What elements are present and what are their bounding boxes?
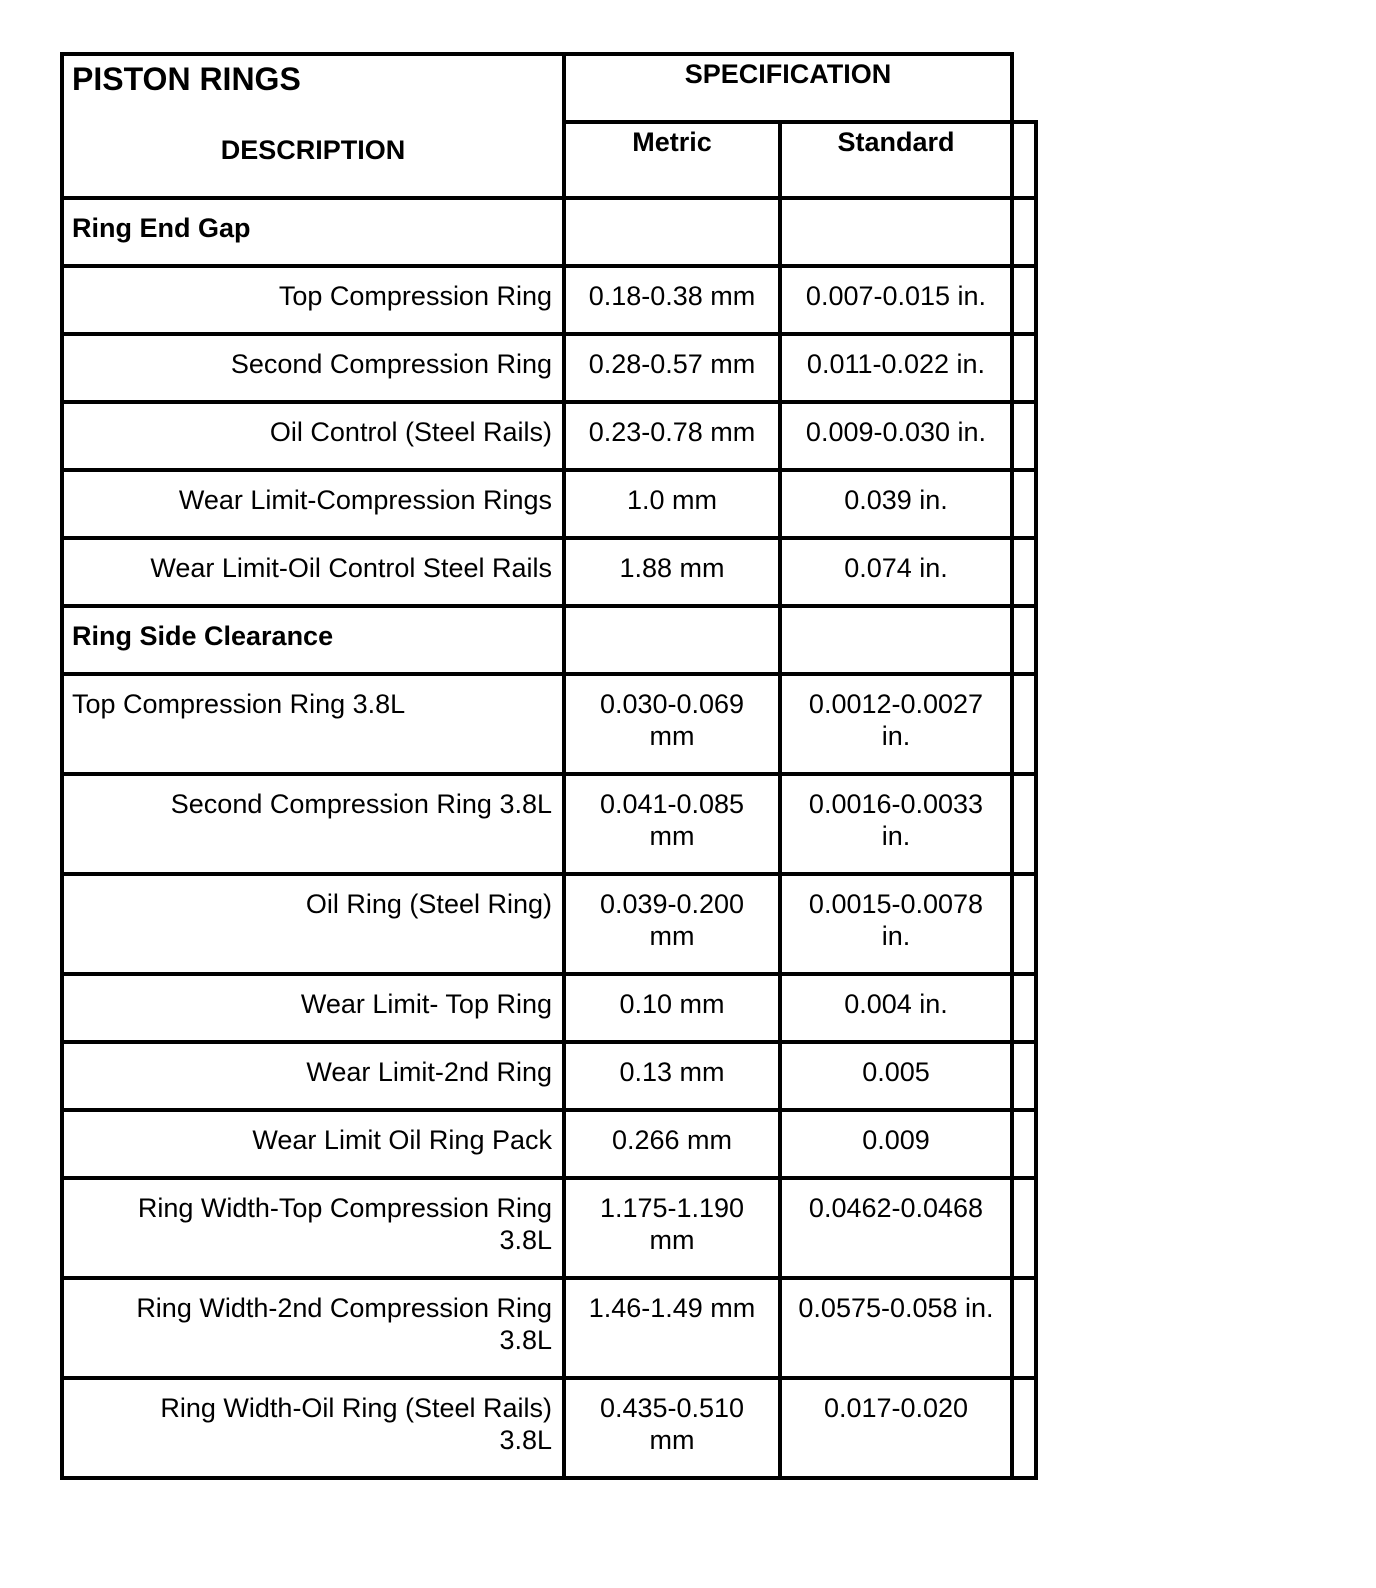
table-rule: [60, 872, 1038, 876]
row-metric-value: 1.88 mm: [619, 553, 725, 583]
table-rule: [1010, 52, 1014, 1480]
table-rule: [60, 264, 1038, 268]
description-header: DESCRIPTION: [220, 135, 406, 165]
row-metric-value: 0.18-0.38 mm: [588, 281, 756, 311]
row-standard-value: 0.017-0.020: [823, 1393, 969, 1423]
row-description: Ring Side Clearance: [72, 621, 334, 651]
row-standard-value: 0.004 in.: [844, 989, 948, 1019]
row-standard-value: 0.0015-0.0078 in.: [808, 889, 984, 951]
row-description: Top Compression Ring 3.8L: [72, 689, 406, 719]
row-standard-value: 0.005: [862, 1057, 930, 1087]
table-rule: [60, 972, 1038, 976]
row-description: Wear Limit Oil Ring Pack: [252, 1125, 552, 1155]
standard-header: Standard: [837, 127, 955, 157]
row-description: Top Compression Ring: [278, 281, 552, 311]
row-description: Wear Limit-Compression Rings: [178, 485, 552, 515]
row-standard-value: 0.009-0.030 in.: [805, 417, 987, 447]
table-rule: [60, 52, 64, 1480]
row-metric-value: 0.10 mm: [619, 989, 725, 1019]
row-metric-value: 0.13 mm: [619, 1057, 725, 1087]
row-description: Wear Limit- Top Ring: [300, 989, 552, 1019]
table-title: PISTON RINGS: [72, 61, 301, 97]
metric-header: Metric: [632, 127, 712, 157]
row-description: Wear Limit-Oil Control Steel Rails: [150, 553, 552, 583]
table-rule: [562, 120, 1038, 124]
row-metric-value: 1.0 mm: [626, 485, 718, 515]
table-rule: [60, 400, 1038, 404]
row-standard-value: 0.0462-0.0468: [808, 1193, 984, 1223]
table-rule: [60, 1476, 1038, 1480]
table-rule: [60, 196, 1038, 200]
row-standard-value: 0.0016-0.0033 in.: [808, 789, 984, 851]
specification-header: SPECIFICATION: [684, 59, 892, 89]
table-rule: [60, 772, 1038, 776]
row-standard-value: 0.007-0.015 in.: [805, 281, 987, 311]
row-metric-value: 0.039-0.200 mm: [599, 889, 745, 951]
table-rule: [60, 536, 1038, 540]
table-rule: [60, 1176, 1038, 1180]
table-rule: [60, 672, 1038, 676]
row-metric-value: 0.28-0.57 mm: [588, 349, 756, 379]
row-metric-value: 0.435-0.510 mm: [599, 1393, 745, 1455]
row-description: Ring Width-2nd Compression Ring 3.8L: [136, 1293, 552, 1355]
row-description: Ring End Gap: [72, 213, 251, 243]
table-rule: [562, 52, 566, 1480]
row-metric-value: 0.23-0.78 mm: [588, 417, 756, 447]
table-rule: [60, 1040, 1038, 1044]
row-standard-value: 0.009: [862, 1125, 930, 1155]
row-metric-value: 1.46-1.49 mm: [588, 1293, 756, 1323]
row-metric-value: 1.175-1.190 mm: [599, 1193, 745, 1255]
table-rule: [60, 52, 1014, 56]
table-rule: [1034, 120, 1038, 1480]
row-standard-value: 0.0575-0.058 in.: [798, 1293, 994, 1323]
row-standard-value: 0.011-0.022 in.: [806, 349, 986, 379]
row-metric-value: 0.030-0.069 mm: [599, 689, 745, 751]
row-description: Oil Control (Steel Rails): [269, 417, 552, 447]
row-metric-value: 0.041-0.085 mm: [599, 789, 745, 851]
row-description: Second Compression Ring: [230, 349, 552, 379]
row-description: Ring Width-Top Compression Ring 3.8L: [137, 1193, 552, 1255]
piston-rings-spec-table: [60, 52, 1038, 1484]
row-description: Ring Width-Oil Ring (Steel Rails) 3.8L: [160, 1393, 552, 1455]
row-description: Oil Ring (Steel Ring): [305, 889, 552, 919]
row-metric-value: 0.266 mm: [611, 1125, 733, 1155]
table-rule: [60, 1108, 1038, 1112]
table-rule: [60, 332, 1038, 336]
table-rule: [60, 1376, 1038, 1380]
table-rule: [778, 120, 782, 1480]
row-standard-value: 0.074 in.: [844, 553, 948, 583]
row-standard-value: 0.0012-0.0027 in.: [808, 689, 984, 751]
row-standard-value: 0.039 in.: [844, 485, 948, 515]
table-rule: [60, 468, 1038, 472]
table-rule: [60, 604, 1038, 608]
table-rule: [60, 1276, 1038, 1280]
row-description: Second Compression Ring 3.8L: [170, 789, 552, 819]
row-description: Wear Limit-2nd Ring: [306, 1057, 552, 1087]
